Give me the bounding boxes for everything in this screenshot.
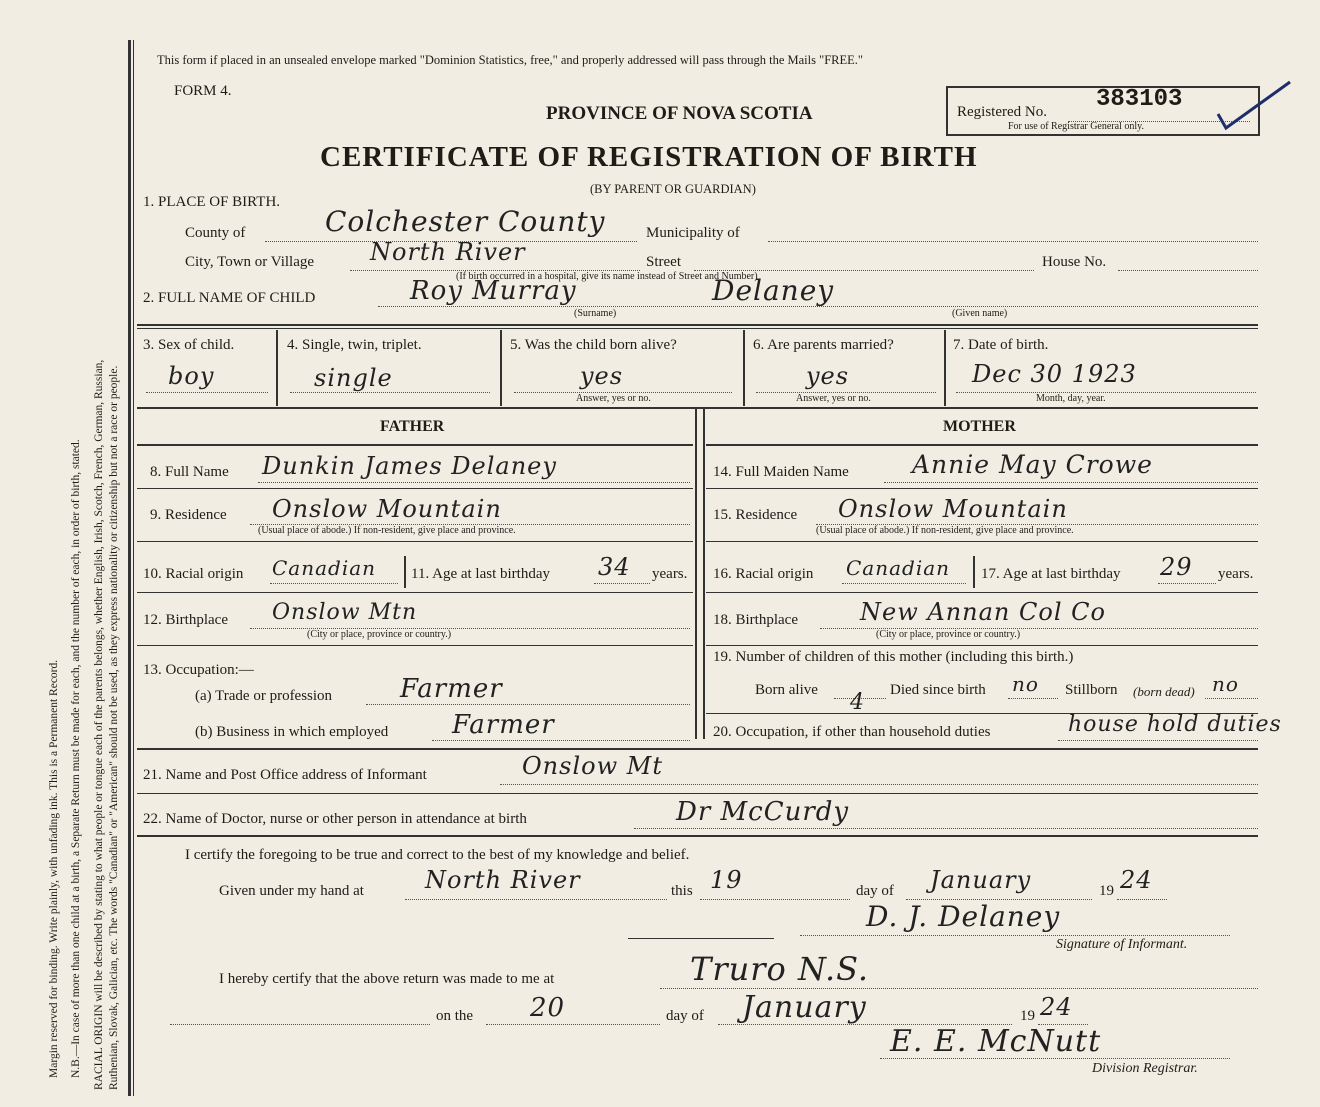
- child-given-name: Roy Murray: [410, 276, 577, 306]
- postage-notice: This form if placed in an unsealed envelope marked "Dominion Statistics, free," and properly addressed will pass through the Mails "FREE.": [157, 53, 864, 67]
- mother-residence-label: 15. Residence: [713, 507, 798, 523]
- mother-race: Canadian: [846, 556, 951, 580]
- father-heading: FATHER: [380, 418, 445, 435]
- house-label: House No.: [1042, 254, 1107, 270]
- father-residence-label: 9. Residence: [150, 507, 227, 523]
- certificate-subtitle: (BY PARENT OR GUARDIAN): [590, 182, 756, 196]
- father-birthplace: Onslow Mtn: [272, 600, 418, 625]
- stillborn-value: no: [1212, 672, 1239, 696]
- registered-label: Registered No.: [957, 104, 1047, 120]
- doctor-label: 22. Name of Doctor, nurse or other person in attendance at birth: [143, 811, 527, 827]
- born-alive-count-label: Born alive: [755, 682, 818, 698]
- father-trade: Farmer: [400, 674, 503, 704]
- dob-label: 7. Date of birth.: [953, 337, 1049, 353]
- mother-age-label: 17. Age at last birthday: [981, 566, 1121, 582]
- binding-rule: [128, 40, 131, 1096]
- married-value: yes: [806, 362, 850, 390]
- city-value: North River: [370, 238, 526, 266]
- given-note: (Given name): [952, 308, 1008, 319]
- given-day: 19: [710, 866, 743, 894]
- sex-value: boy: [168, 362, 215, 390]
- born-alive-count: 4: [850, 690, 865, 715]
- father-years: years.: [652, 566, 688, 582]
- father-business-label: (b) Business in which employed: [195, 724, 389, 740]
- mother-heading: MOTHER: [943, 418, 1016, 435]
- father-abode-note: (Usual place of abode.) If non-resident, give place and province.: [258, 525, 516, 536]
- county-label: County of: [185, 225, 246, 241]
- father-age-label: 11. Age at last birthday: [411, 566, 550, 582]
- margin-note-2: N.B.—In case of more than one child at a birth, a Separate Return must be made for each, and the number of each, in order of birth, stated.: [70, 439, 82, 1078]
- given-month: January: [930, 866, 1032, 894]
- father-occupation-label: 13. Occupation:—: [143, 662, 254, 678]
- mother-race-label: 16. Racial origin: [713, 566, 814, 582]
- mother-occupation: house hold duties: [1068, 712, 1282, 737]
- day-of-label: day of: [856, 883, 894, 899]
- child-name-label: 2. FULL NAME OF CHILD: [143, 290, 316, 306]
- father-race: Canadian: [272, 556, 377, 580]
- margin-note-3: RACIAL ORIGIN will be described by stating to what people or tongue each of the parents belongs, whether English, Irish, Scotch, French, German, Russian,: [93, 359, 105, 1090]
- margin-note-4: Ruthenian, Slovak, Galician, etc. The words "Canadian" or "American" should not be used, as they express nationality or citizenship but not a race or people.: [108, 365, 120, 1090]
- mother-residence: Onslow Mountain: [838, 495, 1068, 523]
- registered-number: 383103: [1096, 86, 1183, 113]
- father-birth-note: (City or place, province or country.): [307, 629, 452, 640]
- father-name-label: 8. Full Name: [150, 464, 229, 480]
- mother-abode-note: (Usual place of abode.) If non-resident, give place and province.: [816, 525, 1074, 536]
- province-heading: PROVINCE OF NOVA SCOTIA: [546, 103, 813, 124]
- mother-occupation-label: 20. Occupation, if other than household duties: [713, 724, 991, 740]
- doctor-value: Dr McCurdy: [676, 797, 850, 827]
- return-month: January: [742, 990, 867, 1025]
- margin-note-1: Margin reserved for binding. Write plainly, with unfading ink. This is a Permanent Record.: [48, 659, 60, 1078]
- born-alive-value: yes: [580, 362, 624, 390]
- form-number: FORM 4.: [174, 83, 232, 99]
- married-note: Answer, yes or no.: [796, 393, 871, 404]
- check-mark-icon: [1210, 78, 1300, 138]
- mother-name: Annie May Crowe: [912, 450, 1153, 479]
- signature-label: Signature of Informant.: [1056, 937, 1188, 952]
- certificate-title: CERTIFICATE OF REGISTRATION OF BIRTH: [320, 141, 978, 173]
- return-year: 24: [1040, 993, 1073, 1021]
- mother-birthplace: New Annan Col Co: [860, 598, 1106, 626]
- street-label: Street: [646, 254, 681, 270]
- father-age: 34: [598, 553, 631, 581]
- return-text: I hereby certify that the above return was made to me at: [219, 971, 555, 987]
- father-trade-label: (a) Trade or profession: [195, 688, 333, 704]
- mother-birth-note: (City or place, province or country.): [876, 629, 1021, 640]
- given-year-prefix: 19: [1099, 883, 1114, 899]
- county-value: Colchester County: [325, 205, 606, 238]
- dob-value: Dec 30 1923: [972, 360, 1137, 388]
- given-place: North River: [425, 866, 581, 894]
- died-label: Died since birth: [890, 682, 986, 698]
- return-year-prefix: 19: [1020, 1008, 1035, 1024]
- registrar-signature: E. E. McNutt: [890, 1024, 1102, 1059]
- father-birthplace-label: 12. Birthplace: [143, 612, 228, 628]
- return-day: 20: [530, 993, 566, 1023]
- municipality-label: Municipality of: [646, 225, 740, 241]
- father-residence: Onslow Mountain: [272, 495, 502, 523]
- stillborn-note: (born dead): [1133, 684, 1195, 699]
- mother-age: 29: [1160, 553, 1193, 581]
- hospital-note: (If birth occurred in a hospital, give its name instead of Street and Number): [456, 271, 758, 282]
- children-count-label: 19. Number of children of this mother (including this birth.): [713, 649, 1074, 665]
- registrar-use-note: For use of Registrar General only.: [1008, 121, 1144, 132]
- return-place: Truro N.S.: [690, 950, 870, 988]
- certify-text: I certify the foregoing to be true and correct to the best of my knowledge and belief.: [185, 847, 690, 863]
- stillborn-label: Stillborn: [1065, 682, 1118, 698]
- given-under-label: Given under my hand at: [219, 883, 364, 899]
- father-business: Farmer: [452, 710, 555, 740]
- plurality-label: 4. Single, twin, triplet.: [287, 337, 422, 353]
- dob-note: Month, day, year.: [1036, 393, 1106, 404]
- return-dayof-label: day of: [666, 1008, 704, 1024]
- father-name: Dunkin James Delaney: [262, 452, 557, 480]
- married-label: 6. Are parents married?: [753, 337, 894, 353]
- sex-label: 3. Sex of child.: [143, 337, 235, 353]
- on-the-label: on the: [436, 1008, 474, 1024]
- informant-value: Onslow Mt: [522, 752, 663, 780]
- city-label: City, Town or Village: [185, 254, 315, 270]
- registrar-label: Division Registrar.: [1092, 1061, 1198, 1076]
- father-race-label: 10. Racial origin: [143, 566, 244, 582]
- child-surname: Delaney: [712, 274, 835, 307]
- place-heading: 1. PLACE OF BIRTH.: [143, 194, 281, 210]
- informant-signature: D. J. Delaney: [866, 900, 1061, 933]
- mother-name-label: 14. Full Maiden Name: [713, 464, 849, 480]
- given-year: 24: [1120, 866, 1153, 894]
- mother-years: years.: [1218, 566, 1254, 582]
- plurality-value: single: [314, 364, 393, 392]
- binding-rule-inner: [133, 40, 134, 1096]
- this-label: this: [671, 883, 693, 899]
- informant-label: 21. Name and Post Office address of Informant: [143, 767, 427, 783]
- surname-note: (Surname): [574, 308, 617, 319]
- born-alive-note: Answer, yes or no.: [576, 393, 651, 404]
- mother-birthplace-label: 18. Birthplace: [713, 612, 798, 628]
- born-alive-label: 5. Was the child born alive?: [510, 337, 677, 353]
- died-value: no: [1012, 672, 1039, 696]
